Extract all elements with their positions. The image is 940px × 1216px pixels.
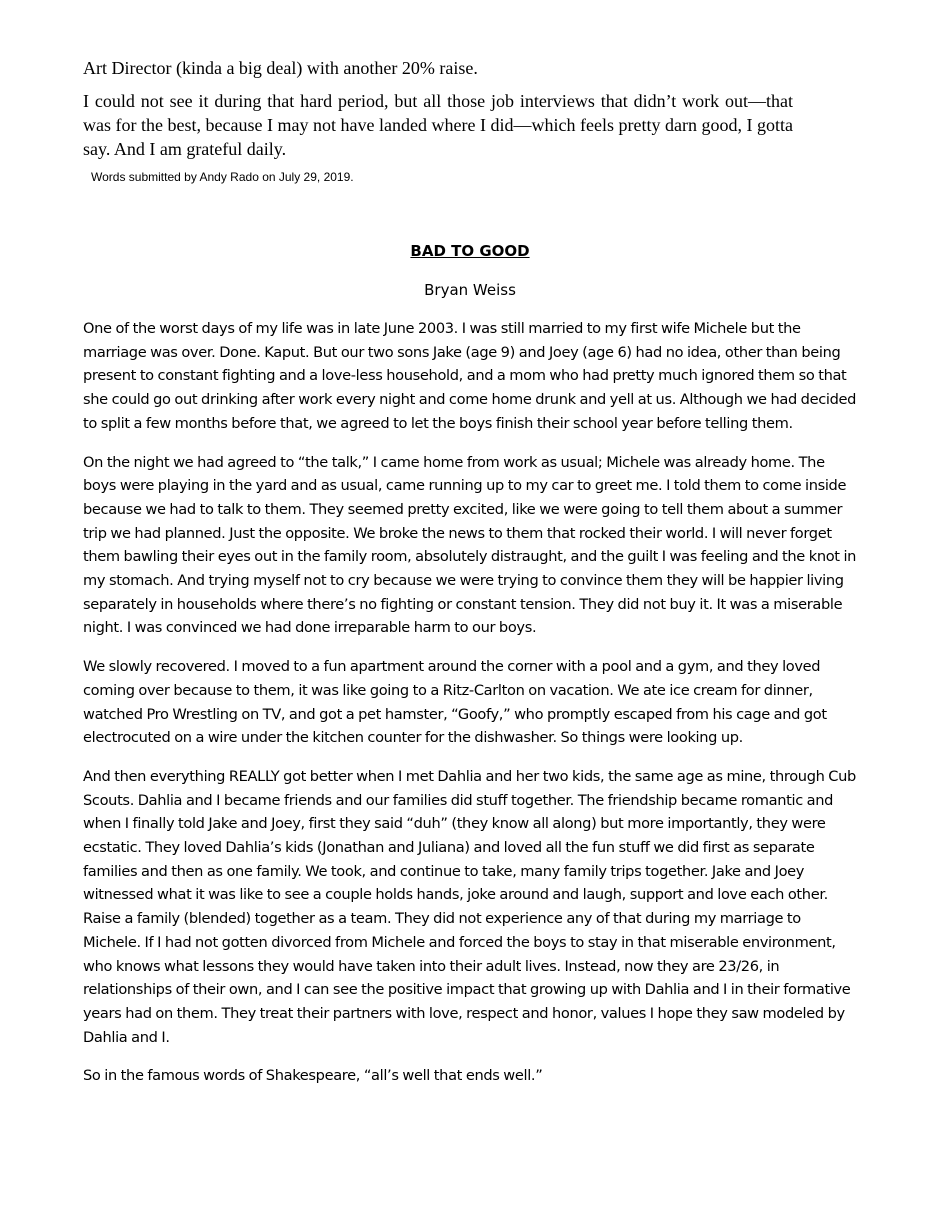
story-paragraph: So in the famous words of Shakespeare, “all’s well that ends well.” [83, 1067, 543, 1085]
previous-story-closing-line: Art Director (kinda a big deal) with another 20% raise. [83, 58, 478, 78]
story-body [83, 317, 859, 1103]
story-paragraph: One of the worst days of my life was in late June 2003. I was still married to my first wife Michele but the marriage was over. Done. Kaput. But our two sons Jake (age 9) and Joey (age 6) had no idea, other than being present to constant fighting and a love-less household, and a mom who had pretty much ignored them so that she could go out drinking after work every night and come home drunk and yell at us. Although we had decided to split a few months before that, we agreed to let the boys finish their school year before telling them. [83, 320, 857, 432]
story-paragraph: On the night we had agreed to “the talk,” I came home from work as usual; Michele was already home. The boys were playing in the yard and as usual, came running up to my car to greet me. I told them to come inside because we had to talk to them. They seemed pretty excited, like we were going to tell them about a summer trip we had planned. Just the opposite. We broke the news to them that rocked their world. I will never forget them bawling their eyes out in the family room, absolutely distraught, and the guilt I was feeling and the knot in my stomach. And trying myself not to cry because we were trying to convince them they will be happier living separately in households where there’s no fighting or constant tension. They did not buy it. It was a miserable night. I was convinced we had done irreparable harm to our boys. [83, 453, 857, 637]
story-author: Bryan Weiss [424, 281, 516, 299]
previous-story-paragraph: I could not see it during that hard period, but all those job interviews that didn’t work out—that was for the best, because I may not have landed where I did—which feels pretty darn good, I gotta say. And I am grateful daily. [83, 91, 793, 159]
submission-credit: Words submitted by Andy Rado on July 29, 2019. [91, 170, 354, 184]
story-paragraph: And then everything REALLY got better when I met Dahlia and her two kids, the same age as mine, through Cub Scouts. Dahlia and I became friends and our families did stuff together. The friendship became romantic and when I finally told Jake and Joey, first they said “duh” (they know all along) but more importantly, they were ecstatic. They loved Dahlia’s kids (Jonathan and Juliana) and loved all the fun stuff we did first as separate families and then as one family. We took, and continue to take, many family trips together. Jake and Joey witnessed what it was like to see a couple holds hands, joke around and laugh, support and love each other. Raise a family (blended) together as a team. They did not experience any of that during my marriage to Michele. If I had not gotten divorced from Michele and forced the boys to stay in that miserable environment, who knows what lessons they would have taken into their adult lives. Instead, now they are 23/26, in relationships of their own, and I can see the positive impact that growing up with Dahlia and I in their formative years had on them. They treat their partners with love, respect and honor, values I hope they saw modeled by Dahlia and I. [83, 767, 856, 1046]
story-title: BAD TO GOOD [410, 242, 530, 260]
story-paragraph: We slowly recovered. I moved to a fun apartment around the corner with a pool and a gym, and they loved coming over because to them, it was like going to a Ritz-Carlton on vacation. We ate ice cream for dinner, watched Pro Wrestling on TV, and got a pet hamster, “Goofy,” who promptly escaped from his cage and got electrocuted on a wire under the kitchen counter for the dishwasher. So things were looking up. [83, 658, 827, 747]
